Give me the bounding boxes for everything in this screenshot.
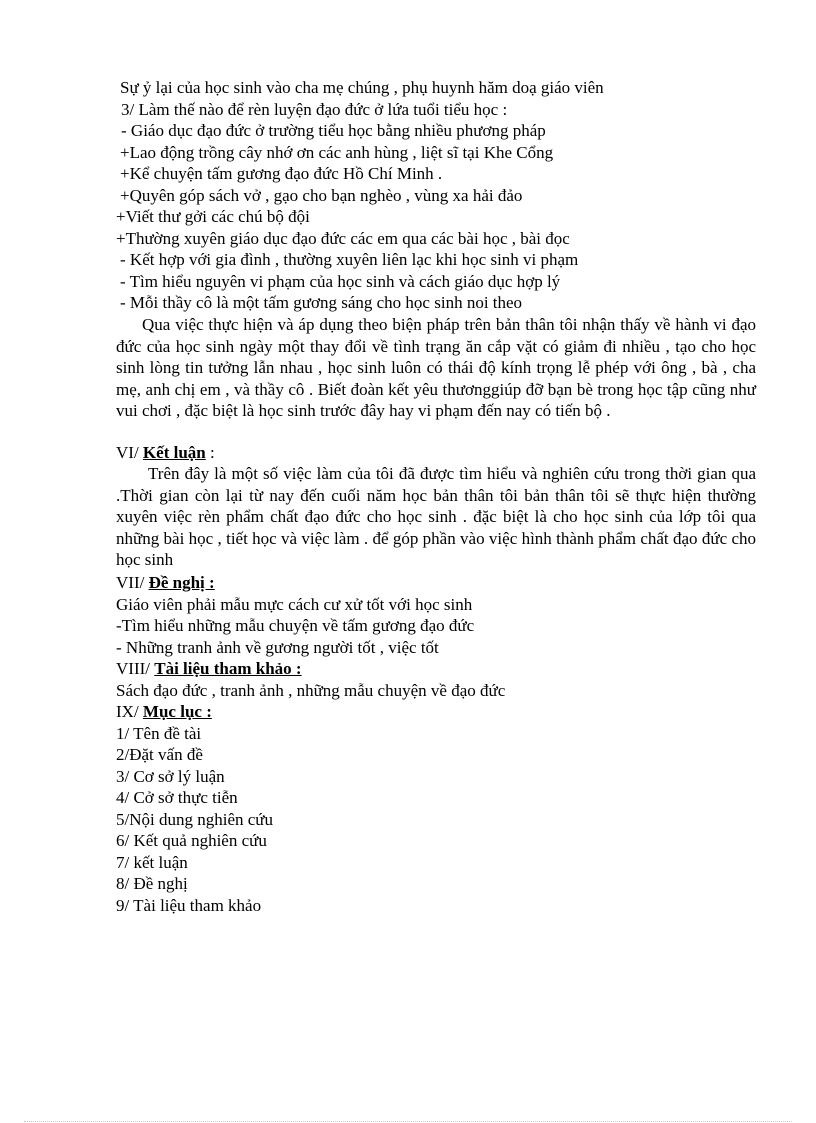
toc-item: 3/ Cơ sở lý luận — [116, 767, 225, 786]
results-paragraph: Qua việc thực hiện và áp dụng theo biện pháp trên bản thân tôi nhận thấy về hành vi đạo đức của học sinh ngày một thay đổi về tình trạng ăn cắp vặt có giảm đi nhiều , tạo cho học sinh lòng tin tưởng lẫn nhau , học sinh luôn có thái độ kính trọng lễ phép với ông , bà , cha mẹ, anh chị em , và thầy cô . Biết đoàn kết yêu thươnggiúp đỡ bạn bè trong học tập cũng như vui chơi , đặc biệt là học sinh trước đây hay vi phạm đến nay có tiến bộ . — [116, 315, 756, 421]
section-number: IX/ — [116, 702, 143, 721]
list-item: +Quyên góp sách vở , gạo cho bạn nghèo , vùng xa hải đảo — [120, 186, 523, 205]
list-item: - Kết hợp với gia đình , thường xuyên liên lạc khi học sinh vi phạm — [120, 250, 579, 269]
section-suffix: : — [205, 443, 215, 462]
conclusion-paragraph: Trên đây là một số việc làm của tôi đã được tìm hiểu và nghiên cứu trong thời gian qua .Thời gian còn lại từ nay đến cuối năm học bản thân tôi bản thân tôi sẽ thực hiện thường xuyên việc rèn phẩm chất đạo đức cho học sinh . đặc biệt là cho học sinh của lớp tôi qua những bài học , tiết học và việc làm . để góp phần vào việc hình thành phẩm chất đạo đức cho học sinh — [116, 464, 756, 570]
toc-item: 5/Nội dung nghiên cứu — [116, 810, 274, 829]
text-line: Giáo viên phải mẫu mực cách cư xử tốt với học sinh — [116, 595, 473, 614]
section-title: Kết luận — [142, 443, 206, 462]
section-number: VIII/ — [116, 659, 155, 678]
text-line: - Những tranh ảnh về gương người tốt , việc tốt — [116, 638, 439, 657]
list-item: +Viết thư gởi các chú bộ đội — [116, 207, 310, 226]
text-line: -Tìm hiểu những mẫu chuyện về tấm gương đạo đức — [116, 616, 475, 635]
toc-item: 2/Đặt vấn đề — [116, 745, 203, 764]
toc-item: 8/ Đề nghị — [116, 874, 188, 893]
toc-item: 9/ Tài liệu tham khảo — [116, 896, 262, 915]
list-item: +Kể chuyện tấm gương đạo đức Hồ Chí Minh . — [120, 164, 443, 183]
section-title: Đề nghị : — [148, 573, 215, 592]
text-line: Sự ỷ lại của học sinh vào cha mẹ chúng , phụ huynh hăm doạ giáo viên — [120, 78, 604, 97]
toc-item: 4/ Cở sở thực tiễn — [116, 788, 238, 807]
list-item: - Tìm hiểu nguyên vi phạm của học sinh và cách giáo dục hợp lý — [120, 272, 561, 291]
section-vii-heading — [116, 572, 215, 593]
toc-item: 7/ kết luận — [116, 853, 188, 872]
toc-item: 6/ Kết quả nghiên cứu — [116, 831, 267, 850]
heading-how-to-train: 3/ Làm thế nào để rèn luyện đạo đức ở lứa tuổi tiểu học : — [121, 100, 508, 119]
list-item: - Giáo dục đạo đức ở trường tiểu học bằng nhiều phương pháp — [121, 121, 546, 140]
section-title: Tài liệu tham khảo : — [154, 659, 302, 678]
list-item: +Thường xuyên giáo dục đạo đức các em qua các bài học , bài đọc — [116, 229, 570, 248]
page-bottom-rule — [24, 1121, 792, 1122]
toc-item: 1/ Tên đề tài — [116, 724, 202, 743]
list-item: - Mỗi thầy cô là một tấm gương sáng cho học sinh noi theo — [120, 293, 523, 312]
text-line: Sách đạo đức , tranh ảnh , những mẫu chuyện về đạo đức — [116, 681, 506, 700]
section-vi-heading — [116, 442, 215, 463]
section-number: VI/ — [116, 443, 143, 462]
list-item: +Lao động trồng cây nhớ ơn các anh hùng , liệt sĩ tại Khe Cổng — [120, 143, 554, 162]
section-ix-heading — [116, 701, 212, 722]
section-viii-heading — [116, 658, 302, 679]
section-number: VII/ — [116, 573, 149, 592]
section-title: Mục lục : — [142, 702, 212, 721]
